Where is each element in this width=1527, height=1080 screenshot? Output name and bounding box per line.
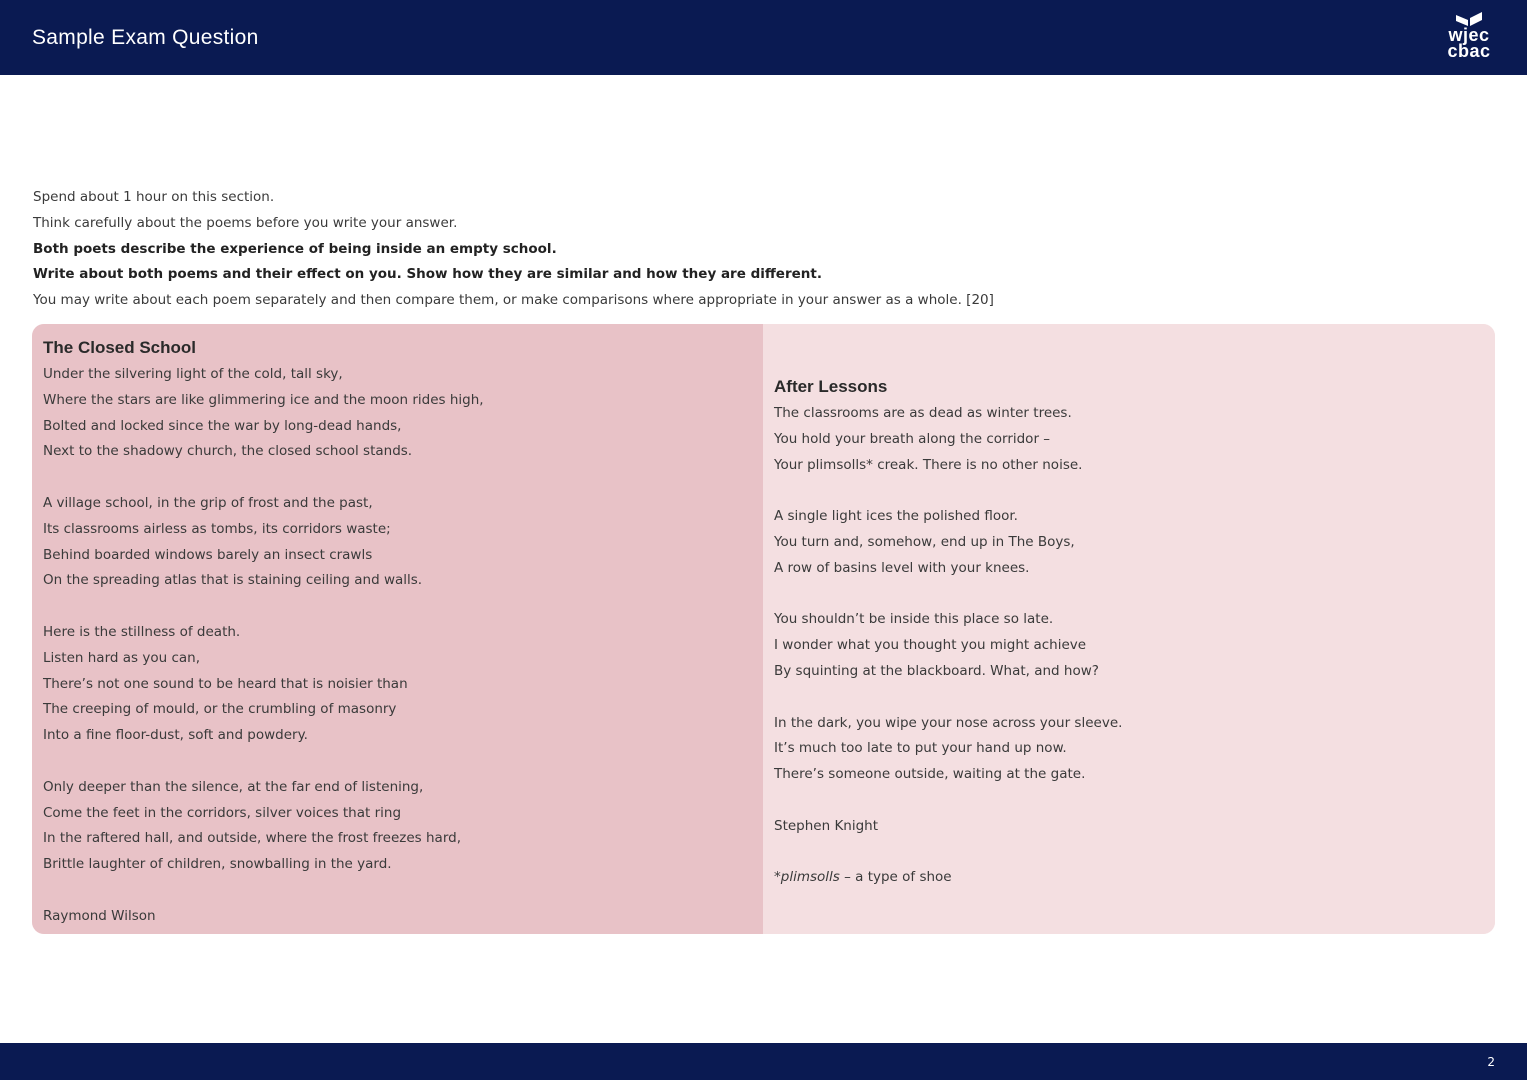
poem-line: Your plimsolls* creak. There is no other noise.	[774, 456, 1083, 473]
poem-line: Brittle laughter of children, snowballing in the yard.	[43, 856, 392, 873]
poem-line: The classrooms are as dead as winter trees.	[774, 405, 1072, 421]
footer-bar	[0, 1043, 1527, 1080]
stanza-break	[774, 788, 1122, 814]
poem-lines	[774, 401, 1122, 891]
logo-text-wjec: wjec	[1448, 25, 1490, 45]
poem-line: A row of basins level with your knees.	[774, 559, 1030, 576]
stanza-break	[774, 582, 1122, 608]
stanza-break	[43, 594, 484, 620]
stanza-break	[43, 465, 484, 491]
poem-line: You hold your breath along the corridor –	[774, 430, 1051, 447]
instruction-think: Think carefully about the poems before you write your answer.	[33, 214, 458, 231]
stanza-break	[43, 749, 484, 775]
poem-line: It’s much too late to put your hand up now.	[774, 740, 1067, 757]
poem-line: On the spreading atlas that is staining ceiling and walls.	[43, 572, 423, 589]
poem-title: The Closed School	[43, 338, 197, 357]
page-number: 2	[1487, 1055, 1495, 1069]
poem-line: Come the feet in the corridors, silver voices that ring	[43, 804, 402, 821]
header-bar	[0, 0, 1527, 75]
poem-line: Here is the stillness of death.	[43, 623, 241, 640]
stanza-break	[774, 478, 1122, 504]
poem-author: Raymond Wilson	[43, 907, 156, 924]
poem-line: There’s someone outside, waiting at the gate.	[774, 766, 1086, 783]
instruction-theme: Both poets describe the experience of being inside an empty school.	[33, 240, 557, 257]
poem-line: Next to the shadowy church, the closed school stands.	[43, 443, 413, 460]
poem-line: Only deeper than the silence, at the far end of listening,	[43, 778, 424, 795]
poem-line: You turn and, somehow, end up in The Boys,	[774, 533, 1075, 550]
stanza-break	[43, 878, 484, 904]
poem-line: Its classrooms airless as tombs, its corridors waste;	[43, 520, 391, 537]
stanza-break	[774, 685, 1122, 711]
poem-line: In the raftered hall, and outside, where the frost freezes hard,	[43, 830, 462, 847]
poem-closed-school	[32, 324, 763, 934]
poem-line: A single light ices the polished floor.	[774, 508, 1018, 525]
footnote-term: *plimsolls	[774, 869, 840, 886]
poem-title: After Lessons	[774, 377, 888, 396]
poem-line: Listen hard as you can,	[43, 649, 200, 666]
footnote-definition: – a type of shoe	[839, 869, 952, 886]
poem-line: Under the silvering light of the cold, tall sky,	[43, 366, 343, 382]
logo-text-cbac: cbac	[1447, 41, 1491, 61]
wjec-cbac-logo	[1445, 12, 1493, 64]
footnote	[774, 865, 1122, 891]
book-icon	[1454, 12, 1484, 26]
poem-line: By squinting at the blackboard. What, and how?	[774, 662, 1099, 679]
instruction-task: Write about both poems and their effect on you. Show how they are similar and how they are different.	[33, 266, 822, 283]
poem-line: The creeping of mould, or the crumbling of masonry	[43, 701, 397, 718]
instruction-approach: You may write about each poem separately and then compare them, or make comparisons where appropriate in your answer as a whole. [20]	[33, 292, 994, 309]
page-title: Sample Exam Question	[32, 26, 259, 49]
poem-line: In the dark, you wipe your nose across your sleeve.	[774, 714, 1123, 731]
poem-line: Bolted and locked since the war by long-dead hands,	[43, 417, 402, 434]
poem-line: A village school, in the grip of frost and the past,	[43, 494, 373, 511]
poem-line: You shouldn’t be inside this place so late.	[774, 611, 1054, 628]
instruction-time: Spend about 1 hour on this section.	[33, 189, 275, 205]
poem-author: Stephen Knight	[774, 817, 879, 834]
poem-line: Into a fine floor-dust, soft and powdery.	[43, 727, 308, 744]
stanza-break	[774, 840, 1122, 866]
poem-lines	[43, 362, 484, 930]
poem-line: I wonder what you thought you might achieve	[774, 637, 1087, 654]
poem-line: Behind boarded windows barely an insect crawls	[43, 546, 373, 563]
poem-after-lessons	[763, 324, 1495, 934]
instructions	[33, 185, 994, 314]
poem-line: Where the stars are like glimmering ice and the moon rides high,	[43, 391, 484, 408]
poem-line: There’s not one sound to be heard that is noisier than	[43, 675, 408, 692]
poems-panel	[32, 324, 1495, 934]
